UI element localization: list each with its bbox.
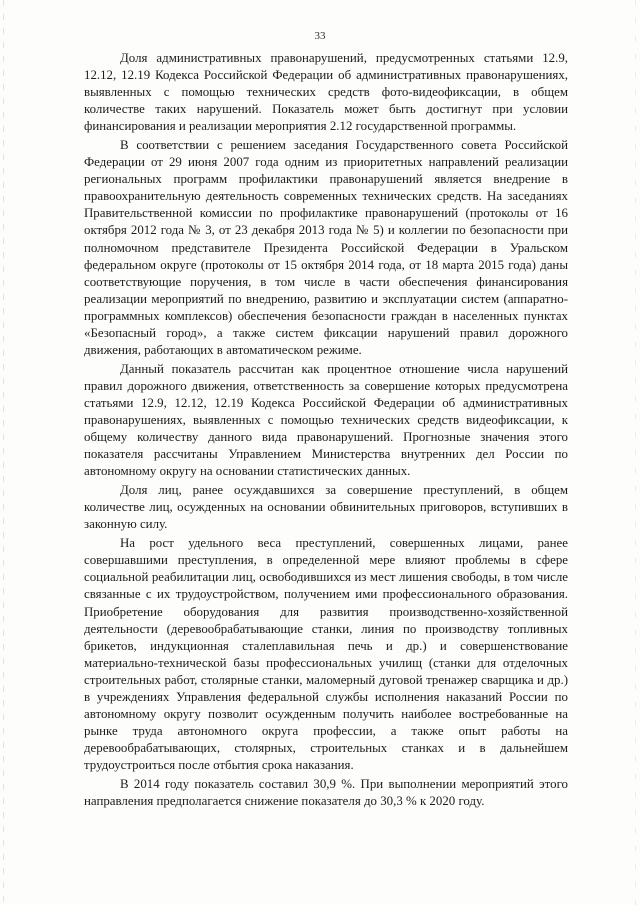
paragraph-5: На рост удельного веса преступлений, совершенных лицами, ранее совершавшими преступления, в определенной мере влияют проблемы в сфере социальной реабилитации лиц, освободившихся из мест лишения свободы, в том числе связанные с их трудоустройством, получением ими профессионального образования. Приобретение оборудования для развития производственно-хозяйственной деятельности (деревообрабатывающие станки, линия по производству топливных брикетов, индукционная сталеплавильная печь и др.) и совершенствование материально-технической базы профессиональных училищ (станки для отделочных строительных работ, столярные станки, маломерный дуговой тренажер сварщика и др.) в учреждениях Управления федеральной службы исполнения наказаний России по автономному округу позволит осужденным получить наиболее востребованные на рынке труда автономного округа профессии, а также опыт работы на деревообрабатывающих, столярных, строительных станках и в дальнейшем трудоустроиться после отбытия срока наказания. [84,536,568,772]
document-body [84,50,568,812]
paragraph-4: Доля лиц, ранее осуждавшихся за совершение преступлений, в общем количестве лиц, осужденных на основании обвинительных приговоров, вступивших в законную силу. [84,483,568,532]
scan-edge-right [635,0,636,905]
page-number: 33 [314,30,326,42]
paragraph-2: В соответствии с решением заседания Государственного совета Российской Федерации от 29 июня 2007 года одним из приоритетных направлений реализации региональных программ профилактики правонарушений является внедрение в правоохранительную деятельность современных технических средств. На заседаниях Правительственной комиссии по профилактике правонарушений (протоколы от 16 октября 2012 года № 3, от 23 декабря 2013 года № 5) и коллегии по безопасности при полномочном представителе Президента Российской Федерации в Уральском федеральном округе (протоколы от 15 октября 2014 года, от 18 марта 2015 года) даны соответствующие поручения, в том числе в части обеспечения финансирования реализации мероприятий по внедрению, развитию и эксплуатации систем (аппаратно-программных комплексов) обеспечения безопасности граждан в населенных пунктах «Безопасный город», а также систем фиксации нарушений правил дорожного движения, работающих в автоматическом режиме. [84,138,568,357]
scan-edge-left [3,0,4,905]
paragraph-3: Данный показатель рассчитан как процентное отношение числа нарушений правил дорожного движения, ответственность за совершение которых предусмотрена статьями 12.9, 12.12, 12.19 Кодекса Российской Федерации об административных правонарушениях, выявленных с помощью технических средств видеофиксации, к общему количеству данного вида правонарушений. Прогнозные значения этого показателя рассчитаны Управлением Министерства внутренних дел России по автономному округу на основании статистических данных. [84,361,568,479]
paragraph-1: Доля административных правонарушений, предусмотренных статьями 12.9, 12.12, 12.19 Кодекса Российской Федерации об административных правонарушениях, выявленных с помощью технических средств фото-видеофиксации, в общем количестве таких нарушений. Показатель может быть достигнут при условии финансирования и реализации мероприятия 2.12 государственной программы. [84,51,568,134]
paragraph-6: В 2014 году показатель составил 30,9 %. При выполнении мероприятий этого направления предполагается снижение показателя до 30,3 % к 2020 году. [84,776,568,809]
